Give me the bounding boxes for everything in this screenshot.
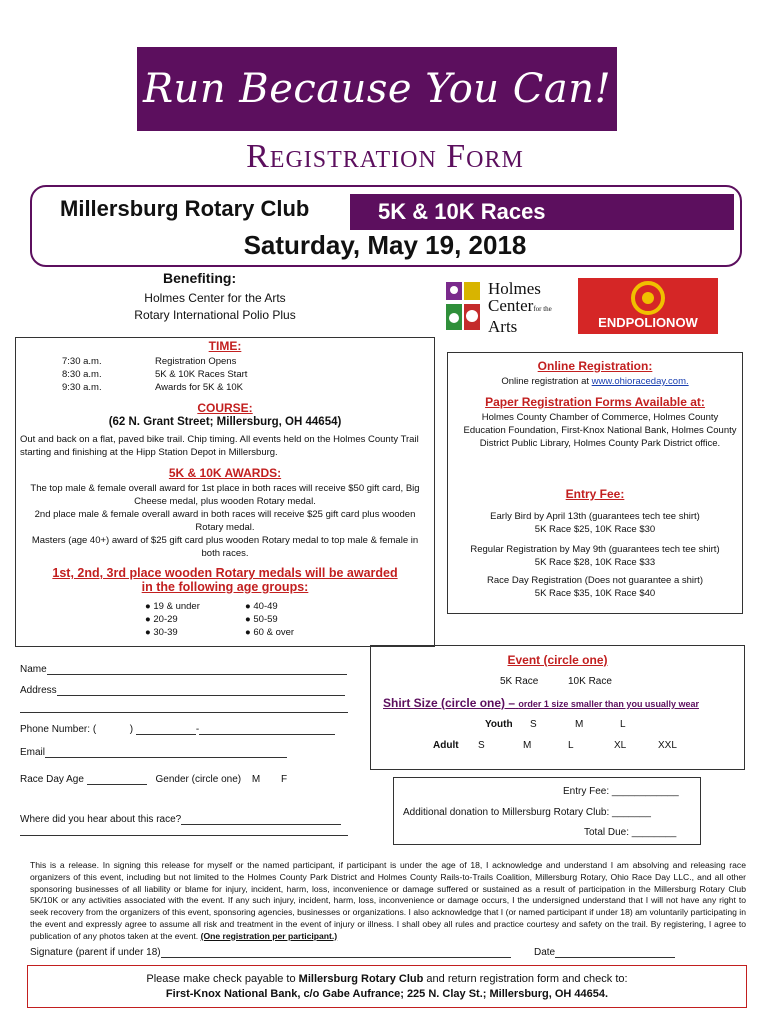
date-label: Date [534, 947, 556, 958]
holmes-logo-word-3: Arts [488, 317, 518, 336]
age-group: 40-49 [253, 601, 278, 612]
signature-label: Signature (parent if under 18) [30, 947, 161, 958]
paper-locations: Holmes County Chamber of Commerce, Holmes County Education Foundation, First-Knox National Bank, Holmes County District Public Library, Holmes County Park District office. [463, 412, 737, 449]
time-desc-2: 5K & 10K Races Start [155, 369, 248, 380]
gender-m[interactable]: M [251, 774, 261, 785]
phone-line-1[interactable] [136, 724, 196, 735]
course-address: (62 N. Grant Street; Millersburg, OH 44654) [108, 416, 342, 428]
entry-fee-field[interactable]: Entry Fee: ____________ [563, 786, 679, 797]
fee-race-day-line-1: Race Day Registration (Does not guarantee a shirt) [487, 575, 703, 586]
release-note: (One registration per participant.) [200, 930, 338, 941]
event-option-5k[interactable]: 5K Race [500, 676, 539, 687]
course-heading: COURSE: [197, 401, 253, 415]
release-text: This is a release. In signing this release for myself or the named participant, if participant is under the age of 18, I acknowledge and understand I am absolving and releasing race organizers of this event, including but not limited to the Holmes County Park District and Holmes County Rails-to-Trails Coalition, Millersburg Rotary, Ohio Race Day LLC., and all other sponsoring businesses of all liability or blame for injury, incident, harm, loss, inconvenience or damage suffered or sustained as a result of participation in the Millersburg Rotary Club 5K/10K or any activities associated with the event. If any such injury, incident, harm, loss, inconvenience or damage occurs, I the undersigned understand that I will not have any right to seek recovery from the organizers of this event, sponsoring agencies, businesses or organizations. I also acknowledge that I (or named participant if under 18) am voluntarily participating in the event and expressly agree to assume all risk and treatment in the event of injury or illness. I shall obey all rules and practice courtesy and safety on the trail. By registering, I agree to publication of any photos taken at the event. [30, 860, 746, 941]
award-masters: Masters (age 40+) award of $25 gift card plus wooden Rotary medal to top male & female in both races. [31, 535, 419, 559]
course-description: Out and back on a flat, paved bike trail. Chip timing. All events held on the Holmes County Trail starting and finishing at the Hipp Station Depot in Millersburg. [20, 434, 419, 458]
referral-line[interactable] [181, 814, 341, 825]
time-desc-1: Registration Opens [155, 356, 237, 367]
donation-field[interactable]: Additional donation to Millersburg Rotary Club: _______ [403, 807, 651, 818]
address-line-2[interactable] [20, 712, 348, 713]
fee-early [452, 510, 738, 536]
time-2: 8:30 a.m. [62, 369, 102, 380]
referral-field[interactable] [20, 814, 341, 825]
payment-post: and return registration form and check to: [426, 973, 628, 985]
fee-early-line-1: Early Bird by April 13th (guarantees tech tee shirt) [490, 511, 700, 522]
time-3: 9:30 a.m. [62, 382, 102, 393]
award-second: 2nd place male & female overall award in both races will receive $25 gift card plus wooden Rotary medal. [34, 509, 416, 533]
event-option-10k[interactable]: 10K Race [568, 676, 612, 687]
date-line[interactable] [555, 947, 675, 958]
awards-list [25, 482, 425, 560]
race-date: Saturday, May 19, 2018 [243, 230, 527, 260]
gender-label: Gender (circle one) [155, 774, 242, 785]
event-heading: Event (circle one) [507, 653, 608, 667]
date-field[interactable] [534, 947, 675, 958]
email-line[interactable] [45, 747, 287, 758]
email-label: Email [20, 747, 46, 758]
holmes-center-logo [444, 278, 558, 336]
banner-text: Run Because You Can! [142, 66, 612, 112]
time-column [62, 355, 142, 394]
payment-instructions [27, 965, 747, 1008]
fee-heading: Entry Fee: [565, 487, 625, 501]
gender-f[interactable]: F [281, 774, 288, 785]
name-field[interactable] [20, 664, 347, 675]
age-group: 50-59 [253, 614, 278, 625]
beneficiary-2: Rotary International Polio Plus [134, 308, 296, 322]
fee-regular [452, 543, 738, 569]
shirt-heading-text: Shirt Size (circle one) – [383, 696, 516, 710]
online-label: Online registration at [501, 376, 590, 387]
fee-race-day [452, 574, 738, 600]
shirt-heading [383, 696, 699, 710]
adult-size-m[interactable]: M [523, 740, 532, 751]
age-groups-left: ● 19 & under ● 20-29 ● 30-39 [145, 601, 200, 638]
age-line[interactable] [87, 774, 147, 785]
awards-heading: 5K & 10K AWARDS: [168, 466, 282, 480]
end-polio-text: ENDPOLIONOW [598, 315, 698, 330]
name-label: Name [20, 664, 47, 675]
youth-size-m[interactable]: M [575, 719, 584, 730]
age-group: 60 & over [253, 627, 295, 638]
phone-paren: ) [129, 724, 134, 735]
age-groups-right: ● 40-49 ● 50-59 ● 60 & over [245, 601, 295, 638]
signature-line[interactable] [161, 947, 511, 958]
youth-size-l[interactable]: L [620, 719, 626, 730]
age-group: 20-29 [153, 614, 178, 625]
medals-heading [15, 566, 435, 594]
online-link[interactable]: www.ohioraceday.com. [591, 376, 689, 387]
beneficiary-1: Holmes Center for the Arts [144, 291, 286, 305]
medals-line-1: 1st, 2nd, 3rd place wooden Rotary medals will be awarded [52, 566, 398, 580]
fee-regular-line-2: 5K Race $28, 10K Race $33 [534, 557, 656, 568]
online-heading: Online Registration: [537, 359, 653, 373]
award-top: The top male & female overall award for 1st place in both races will receive $50 gift card, Big Cheese medal, plus wooden Rotary medal. [30, 483, 420, 507]
address-field[interactable] [20, 685, 345, 696]
referral-line-2[interactable] [20, 835, 348, 836]
adult-size-xl[interactable]: XL [614, 740, 627, 751]
age-label: Race Day Age [20, 774, 84, 785]
referral-label: Where did you hear about this race? [20, 814, 182, 825]
time-heading: TIME: [208, 339, 242, 353]
form-title: Registration Form [246, 138, 524, 175]
payment-payee: Millersburg Rotary Club [298, 973, 424, 985]
time-1: 7:30 a.m. [62, 356, 102, 367]
liability-release [30, 860, 746, 943]
adult-size-s[interactable]: S [478, 740, 485, 751]
payment-address: First-Knox National Bank, c/o Gabe Aufrance; 225 N. Clay St.; Millersburg, OH 44654. [165, 988, 609, 1000]
holmes-logo-word-1: Holmes [488, 279, 541, 298]
time-desc-column [155, 355, 355, 394]
club-name: Millersburg Rotary Club [60, 196, 310, 221]
online-text [447, 375, 743, 388]
phone-line-2[interactable] [199, 724, 335, 735]
fee-race-day-line-2: 5K Race $35, 10K Race $40 [534, 588, 656, 599]
name-line[interactable] [47, 664, 347, 675]
payment-pre: Please make check payable to [146, 973, 296, 985]
adult-label: Adult [433, 740, 459, 751]
holmes-logo-word-2: Center [488, 296, 534, 315]
race-tag: 5K & 10K Races [350, 194, 734, 230]
age-group: 30-39 [153, 627, 178, 638]
time-desc-3: Awards for 5K & 10K [155, 382, 244, 393]
shirt-note: order 1 size smaller than you usually wear [518, 699, 699, 709]
benefiting-heading: Benefiting: [163, 270, 237, 286]
total-due-field[interactable]: Total Due: ________ [584, 827, 677, 838]
holmes-logo-small: for the [533, 305, 552, 313]
signature-field[interactable] [30, 947, 511, 958]
adult-size-l[interactable]: L [568, 740, 574, 751]
fee-regular-line-1: Regular Registration by May 9th (guarantees tech tee shirt) [470, 544, 720, 555]
youth-label: Youth [485, 719, 513, 730]
address-label: Address [20, 685, 57, 696]
title-banner [137, 47, 617, 131]
paper-heading: Paper Registration Forms Available at: [485, 395, 705, 409]
phone-label: Phone Number: ( [20, 724, 97, 735]
fee-early-line-2: 5K Race $25, 10K Race $30 [534, 524, 656, 535]
phone-field[interactable]: Phone Number: ( ) - [20, 724, 335, 735]
benefiting-list [100, 290, 330, 324]
adult-size-xxl[interactable]: XXL [658, 740, 677, 751]
address-line[interactable] [57, 685, 345, 696]
email-field[interactable] [20, 747, 287, 758]
youth-size-s[interactable]: S [530, 719, 537, 730]
medals-line-2: in the following age groups: [141, 580, 309, 594]
age-group: 19 & under [153, 601, 200, 612]
age-gender-field[interactable] [20, 774, 287, 785]
end-polio-logo [578, 278, 718, 334]
